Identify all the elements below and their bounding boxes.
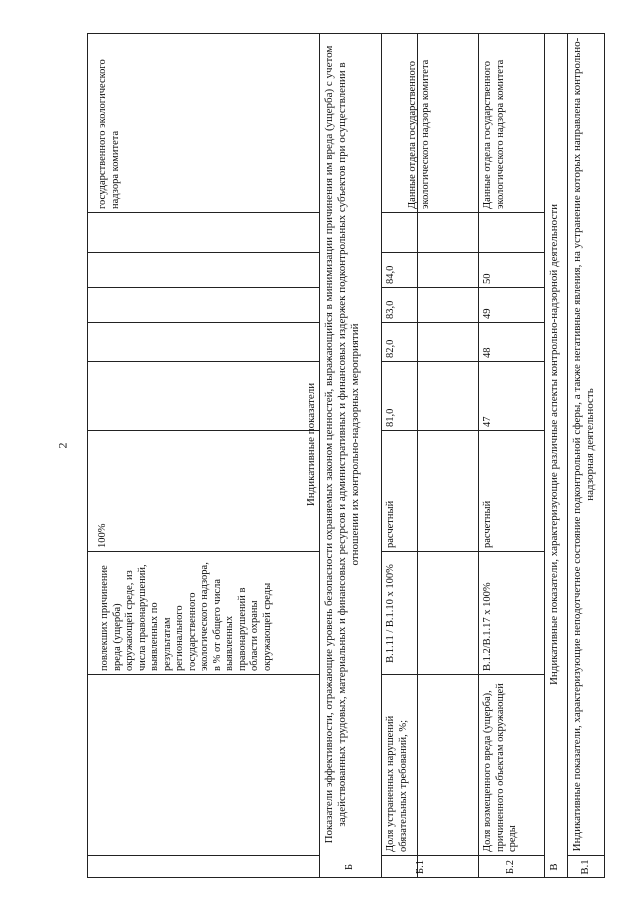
grid-line (478, 33, 479, 878)
row-name: Доля устраненных нарушений обязательных требований, %; (385, 715, 409, 852)
grid-line (604, 33, 605, 878)
row-method: расчетный (482, 500, 493, 548)
row-source: Данные отдела государственного экологического надзора комитета (482, 59, 506, 209)
section-title: Показатели эффективности, отражающие уровень безопасности охраняемых законом ценностей, выражающийся в минимизации причинения им вреда (ущерба) с учетом задействованных трудовых, материальных и финансовых ресурсов и административных и финансовых издержек подконтрольных субъектов при осуществлении в отношении их контрольно-надзорных мероприятий (323, 45, 361, 844)
section-code: Б (343, 863, 355, 871)
indicator-text: повлекших причинение вреда (ущерба) окружающей среде, из числа правонарушений, выявленных по результатам регионального государственного экологического надзора, в % от общего числа выявленных правонарушений в области охраны окружающей среды (99, 562, 273, 671)
section-code: В.1 (579, 859, 591, 875)
row-code: Б.1 (414, 860, 426, 874)
grid-line (567, 33, 568, 878)
row-formula: В.1.2/В.1.17 х 100% (482, 582, 493, 671)
row-value: 48 (482, 347, 493, 358)
row-formula: В.1.11 / В.1.10 х 100% (385, 564, 396, 663)
rotated-table (87, 33, 607, 878)
row-value: 50 (482, 273, 493, 284)
page-number: 2 (55, 442, 70, 449)
grid-line (87, 361, 319, 362)
section-code: В (549, 863, 561, 871)
section-title: Индикативные показатели, характеризующие различные аспекты контрольно-надзорной деятельности (548, 203, 560, 686)
source-cell: государственного экологического надзора комитета (97, 59, 121, 209)
row-value: 47 (482, 416, 493, 427)
row-value: 81,0 (385, 408, 396, 427)
grid-line (87, 33, 88, 878)
row-value: 83,0 (385, 300, 396, 319)
section-title: Индикативные показатели, характеризующие неподотчетное состояние подконтрольной сферы, а также негативные явления, на устранение которых направлена контрольно-надзорная деятельность (571, 37, 596, 852)
grid-line (544, 33, 545, 878)
header-indicative: Индикативные показатели (305, 382, 317, 507)
grid-line (381, 33, 382, 878)
grid-line (87, 322, 319, 323)
row-value: 49 (482, 308, 493, 319)
row-code: Б.2 (504, 860, 516, 874)
row-method: расчетный (385, 500, 396, 548)
row-source: Данные отдела государственного экологического надзора комитета (407, 59, 431, 209)
row-name: Доля возмещенного вреда (ущерба), причиненного объектам окружающей среды (482, 683, 518, 852)
row-value: 84,0 (385, 265, 396, 284)
grid-line (87, 855, 319, 856)
row-value: 82,0 (385, 339, 396, 358)
grid-line (87, 287, 319, 288)
target-value: 100% (97, 523, 108, 548)
grid-line (87, 252, 319, 253)
